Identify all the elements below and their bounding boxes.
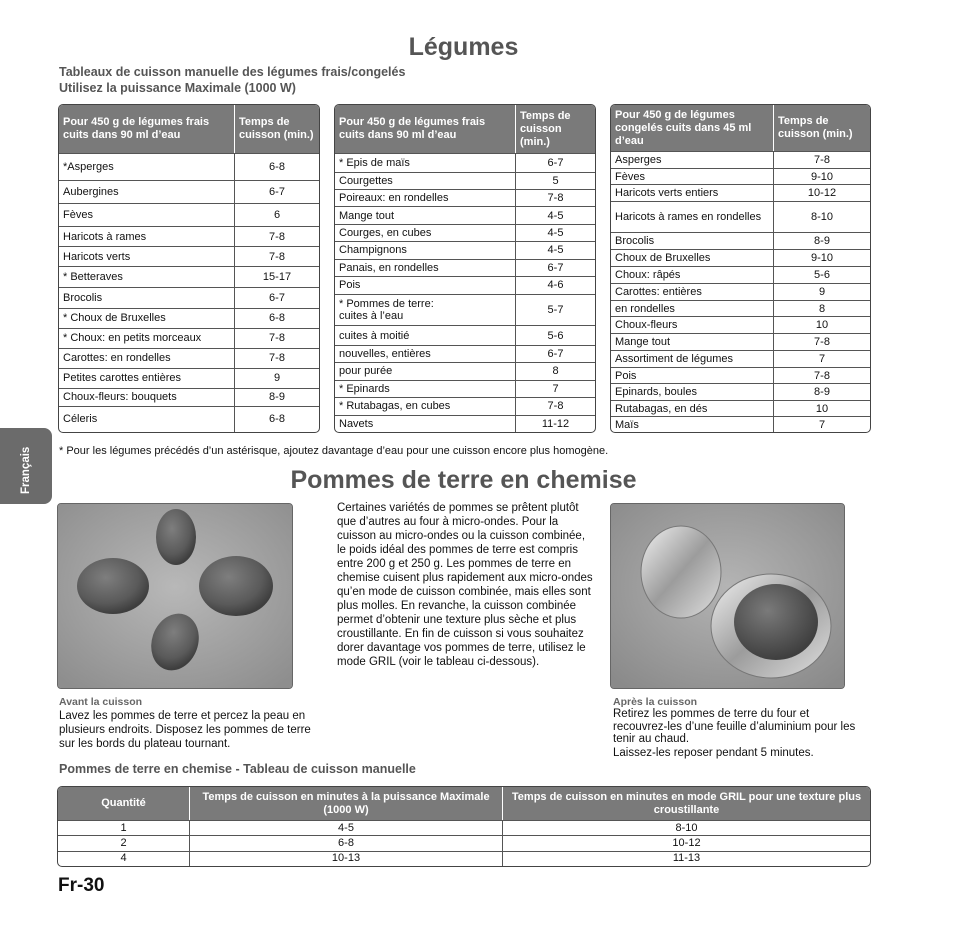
table-cell-time: 5-7 bbox=[515, 294, 595, 326]
table-row bbox=[335, 189, 595, 206]
table-row bbox=[59, 328, 319, 348]
table-cell-time: 8-9 bbox=[234, 388, 319, 406]
table-cell: 1 bbox=[58, 820, 189, 835]
table-row bbox=[611, 201, 870, 232]
table-cell-item: * Rutabagas, en cubes bbox=[335, 397, 515, 414]
table-cell-time: 15-17 bbox=[234, 266, 319, 287]
table-cell-item: Aubergines bbox=[59, 180, 234, 203]
table-cell-item: * Choux: en petits morceaux bbox=[59, 328, 234, 348]
table-row bbox=[611, 367, 870, 383]
table-cell-time: 5-6 bbox=[773, 266, 870, 283]
table-cell-time: 9 bbox=[773, 283, 870, 300]
table-cell-time: 6 bbox=[234, 203, 319, 226]
table-cell-item: * Pommes de terre: cuites à l’eau bbox=[335, 294, 515, 326]
table-row bbox=[611, 151, 870, 168]
text-after-2: Laissez-les reposer pendant 5 minutes. bbox=[613, 747, 814, 759]
table-cell-time: 6-7 bbox=[515, 259, 595, 276]
table-row bbox=[59, 388, 319, 406]
table-cell-item: Pois bbox=[335, 276, 515, 293]
table-header: Pour 450 g de légumes congelés cuits dans 45 ml d’eau bbox=[611, 105, 773, 151]
table-cell-time: 6-7 bbox=[515, 153, 595, 172]
table-cell-item: Rutabagas, en dés bbox=[611, 400, 773, 416]
table-cell-item: Petites carottes entières bbox=[59, 368, 234, 388]
table-cell-time: 6-8 bbox=[234, 406, 319, 432]
table-row bbox=[335, 241, 595, 258]
caption-before: Avant la cuisson bbox=[59, 696, 143, 708]
table-cell-time: 5-6 bbox=[515, 325, 595, 344]
table-header: Temps de cuisson en minutes en mode GRIL pour une texture plus croustillante bbox=[502, 787, 870, 820]
table-cell-time: 10 bbox=[773, 316, 870, 333]
table-cell-time: 7-8 bbox=[234, 246, 319, 266]
table-row bbox=[335, 153, 595, 172]
table-cell-item: Mange tout bbox=[611, 333, 773, 350]
table-row bbox=[59, 368, 319, 388]
raw-potatoes-photo bbox=[57, 503, 293, 689]
table-cell-time: 8-9 bbox=[773, 232, 870, 249]
fresh-vegetables-table-2 bbox=[334, 104, 596, 433]
table-cell-time: 9 bbox=[234, 368, 319, 388]
table-cell-item: Haricots à rames bbox=[59, 226, 234, 246]
table-cell-time: 7-8 bbox=[234, 226, 319, 246]
table-row bbox=[335, 294, 595, 326]
table-cell-item: *Asperges bbox=[59, 153, 234, 180]
table-cell-item: Céleris bbox=[59, 406, 234, 432]
table-row bbox=[611, 300, 870, 316]
table-cell-item: Choux: râpés bbox=[611, 266, 773, 283]
table-cell-time: 4-5 bbox=[515, 206, 595, 223]
table-row bbox=[335, 362, 595, 379]
language-label: Français bbox=[20, 446, 32, 494]
table-cell-item: Champignons bbox=[335, 241, 515, 258]
table-cell-time: 5 bbox=[515, 172, 595, 188]
page-number: Fr-30 bbox=[58, 875, 105, 896]
table-cell-time: 8 bbox=[515, 362, 595, 379]
table-cell-time: 4-5 bbox=[515, 224, 595, 241]
table-row bbox=[59, 203, 319, 226]
table-row bbox=[59, 226, 319, 246]
table-cell-item: Epinards, boules bbox=[611, 383, 773, 400]
cooked-potatoes-photo bbox=[610, 503, 845, 689]
table-row bbox=[335, 172, 595, 188]
table-row bbox=[611, 184, 870, 201]
table-cell-time: 7-8 bbox=[515, 189, 595, 206]
table-cell-time: 8 bbox=[773, 300, 870, 316]
table-row bbox=[59, 180, 319, 203]
table-cell-item: Carottes: entières bbox=[611, 283, 773, 300]
table-row bbox=[335, 345, 595, 362]
table-row bbox=[611, 416, 870, 432]
table-cell-item: nouvelles, entières bbox=[335, 345, 515, 362]
potato-cooking-table bbox=[57, 786, 871, 867]
table-cell-item: Asperges bbox=[611, 151, 773, 168]
table-row bbox=[611, 249, 870, 266]
text-after-1: Retirez les pommes de terre du four et recouvrez-les d’une feuille d’aluminium pour les tenir au chaud. bbox=[613, 708, 856, 745]
table-row bbox=[611, 283, 870, 300]
table-row bbox=[335, 380, 595, 397]
table-cell-time: 8-9 bbox=[773, 383, 870, 400]
table-cell-time: 8-10 bbox=[773, 201, 870, 232]
table-cell-item: pour purée bbox=[335, 362, 515, 379]
table-row bbox=[59, 287, 319, 307]
subtitle-1: Tableaux de cuisson manuelle des légumes frais/congelés bbox=[59, 65, 406, 79]
table-cell-item: en rondelles bbox=[611, 300, 773, 316]
table-cell-time: 11-12 bbox=[515, 415, 595, 432]
table-cell-item: Assortiment de légumes bbox=[611, 350, 773, 367]
table-cell-item: Courges, en cubes bbox=[335, 224, 515, 241]
table-cell-time: 9-10 bbox=[773, 249, 870, 266]
table-row bbox=[335, 397, 595, 414]
table-cell: 6-8 bbox=[189, 835, 502, 850]
text-before: Lavez les pommes de terre et percez la peau en plusieurs endroits. Disposez les pommes de terre sur les bords du plateau tournant. bbox=[59, 710, 311, 750]
table-header: Quantité bbox=[58, 787, 189, 820]
table-cell-item: Brocolis bbox=[59, 287, 234, 307]
table-row bbox=[59, 308, 319, 328]
table-row bbox=[335, 259, 595, 276]
table-row bbox=[611, 400, 870, 416]
table-cell-time: 6-7 bbox=[234, 287, 319, 307]
table-cell-time: 7 bbox=[773, 350, 870, 367]
table-header: Temps de cuisson en minutes à la puissance Maximale (1000 W) bbox=[189, 787, 502, 820]
table-cell-time: 10 bbox=[773, 400, 870, 416]
table-row bbox=[611, 383, 870, 400]
table-cell-item: * Choux de Bruxelles bbox=[59, 308, 234, 328]
table-row bbox=[335, 325, 595, 344]
table-cell-item: Haricots verts bbox=[59, 246, 234, 266]
table-cell-time: 7-8 bbox=[773, 367, 870, 383]
table-header: Temps de cuisson (min.) bbox=[773, 105, 870, 151]
table-cell: 4-5 bbox=[189, 820, 502, 835]
table-cell-time: 10-12 bbox=[773, 184, 870, 201]
table-cell-item: Choux de Bruxelles bbox=[611, 249, 773, 266]
table-cell-item: Choux-fleurs: bouquets bbox=[59, 388, 234, 406]
table-row bbox=[335, 206, 595, 223]
table-row bbox=[59, 153, 319, 180]
table-row bbox=[611, 168, 870, 184]
table-row bbox=[58, 820, 870, 835]
table-cell-item: Maïs bbox=[611, 416, 773, 432]
table-cell-item: Panais, en rondelles bbox=[335, 259, 515, 276]
table-cell: 10-12 bbox=[502, 835, 870, 850]
table-cell-item: Fèves bbox=[59, 203, 234, 226]
fresh-vegetables-table-1 bbox=[58, 104, 320, 433]
table-cell-time: 9-10 bbox=[773, 168, 870, 184]
table-row bbox=[59, 266, 319, 287]
footnote: * Pour les légumes précédés d’un astérisque, ajoutez davantage d’eau pour une cuisson encore plus homogène. bbox=[59, 445, 609, 457]
subtitle-2: Utilisez la puissance Maximale (1000 W) bbox=[59, 81, 296, 95]
middle-text: Certaines variétés de pommes se prêtent plutôt que d’autres au four à micro-ondes. Pour la cuisson au micro-ondes ou la cuisson combinée, le poids idéal des pommes de terre est compris entre 200 g et 250 g. Les pommes de terre en chemise cuisent plus rapidement aux micro-ondes qu’en mode de cuisson combinée, mais elles sont plus molles. En revanche, la cuisson combinée permet d’obtenir une texture plus sèche et plus croustillante. En fin de cuisson si vous souhaitez dorer davantage vos pommes de terre, utilisez le mode GRIL (voir le tableau ci-dessous). bbox=[337, 502, 593, 668]
table-cell: 2 bbox=[58, 835, 189, 850]
table-row bbox=[58, 835, 870, 850]
table-cell-item: * Epis de maïs bbox=[335, 153, 515, 172]
table-cell-time: 6-7 bbox=[515, 345, 595, 362]
table-cell-item: Haricots verts entiers bbox=[611, 184, 773, 201]
cooked-potatoes-image bbox=[611, 504, 844, 688]
table-cell-item: * Betteraves bbox=[59, 266, 234, 287]
table-cell-item: Mange tout bbox=[335, 206, 515, 223]
table-cell-item: Poireaux: en rondelles bbox=[335, 189, 515, 206]
table-cell-item: cuites à moitié bbox=[335, 325, 515, 344]
potato-table-title: Pommes de terre en chemise - Tableau de cuisson manuelle bbox=[59, 762, 416, 776]
table-cell-time: 7-8 bbox=[773, 333, 870, 350]
table-cell: 8-10 bbox=[502, 820, 870, 835]
table-cell-item: Carottes: en rondelles bbox=[59, 348, 234, 368]
table-cell-item: Haricots à rames en rondelles bbox=[611, 201, 773, 232]
table-cell-time: 7 bbox=[515, 380, 595, 397]
table-row bbox=[59, 406, 319, 432]
table-row bbox=[335, 276, 595, 293]
frozen-vegetables-table bbox=[610, 104, 871, 433]
table-cell-time: 4-6 bbox=[515, 276, 595, 293]
table-cell-time: 7-8 bbox=[773, 151, 870, 168]
table-row bbox=[611, 232, 870, 249]
raw-potatoes-image bbox=[58, 504, 292, 688]
table-row bbox=[611, 316, 870, 333]
table-row bbox=[335, 224, 595, 241]
table-cell-item: Courgettes bbox=[335, 172, 515, 188]
table-row bbox=[58, 851, 870, 866]
table-cell-time: 7-8 bbox=[234, 348, 319, 368]
table-header: Pour 450 g de légumes frais cuits dans 90 ml d’eau bbox=[335, 105, 515, 153]
table-cell-item: Choux-fleurs bbox=[611, 316, 773, 333]
table-cell-item: Pois bbox=[611, 367, 773, 383]
table-row bbox=[335, 415, 595, 432]
table-cell-time: 7-8 bbox=[234, 328, 319, 348]
table-header: Temps de cuisson (min.) bbox=[234, 105, 319, 153]
table-row bbox=[59, 246, 319, 266]
table-cell-time: 6-8 bbox=[234, 153, 319, 180]
table-row bbox=[611, 266, 870, 283]
table-cell-time: 6-8 bbox=[234, 308, 319, 328]
table-cell-item: Navets bbox=[335, 415, 515, 432]
table-cell: 11-13 bbox=[502, 851, 870, 866]
page-title: Légumes bbox=[408, 33, 519, 61]
table-cell: 10-13 bbox=[189, 851, 502, 866]
table-row bbox=[611, 333, 870, 350]
table-cell-item: Brocolis bbox=[611, 232, 773, 249]
table-cell-time: 6-7 bbox=[234, 180, 319, 203]
table-cell-time: 7 bbox=[773, 416, 870, 432]
table-cell-time: 4-5 bbox=[515, 241, 595, 258]
caption-after: Après la cuisson bbox=[613, 696, 698, 708]
table-header: Pour 450 g de légumes frais cuits dans 90 ml d’eau bbox=[59, 105, 234, 153]
table-row bbox=[611, 350, 870, 367]
table-row bbox=[59, 348, 319, 368]
table-cell-item: * Epinards bbox=[335, 380, 515, 397]
table-header: Temps de cuisson (min.) bbox=[515, 105, 595, 153]
table-cell-item: Fèves bbox=[611, 168, 773, 184]
section-title: Pommes de terre en chemise bbox=[290, 466, 637, 494]
table-cell-time: 7-8 bbox=[515, 397, 595, 414]
table-cell: 4 bbox=[58, 851, 189, 866]
